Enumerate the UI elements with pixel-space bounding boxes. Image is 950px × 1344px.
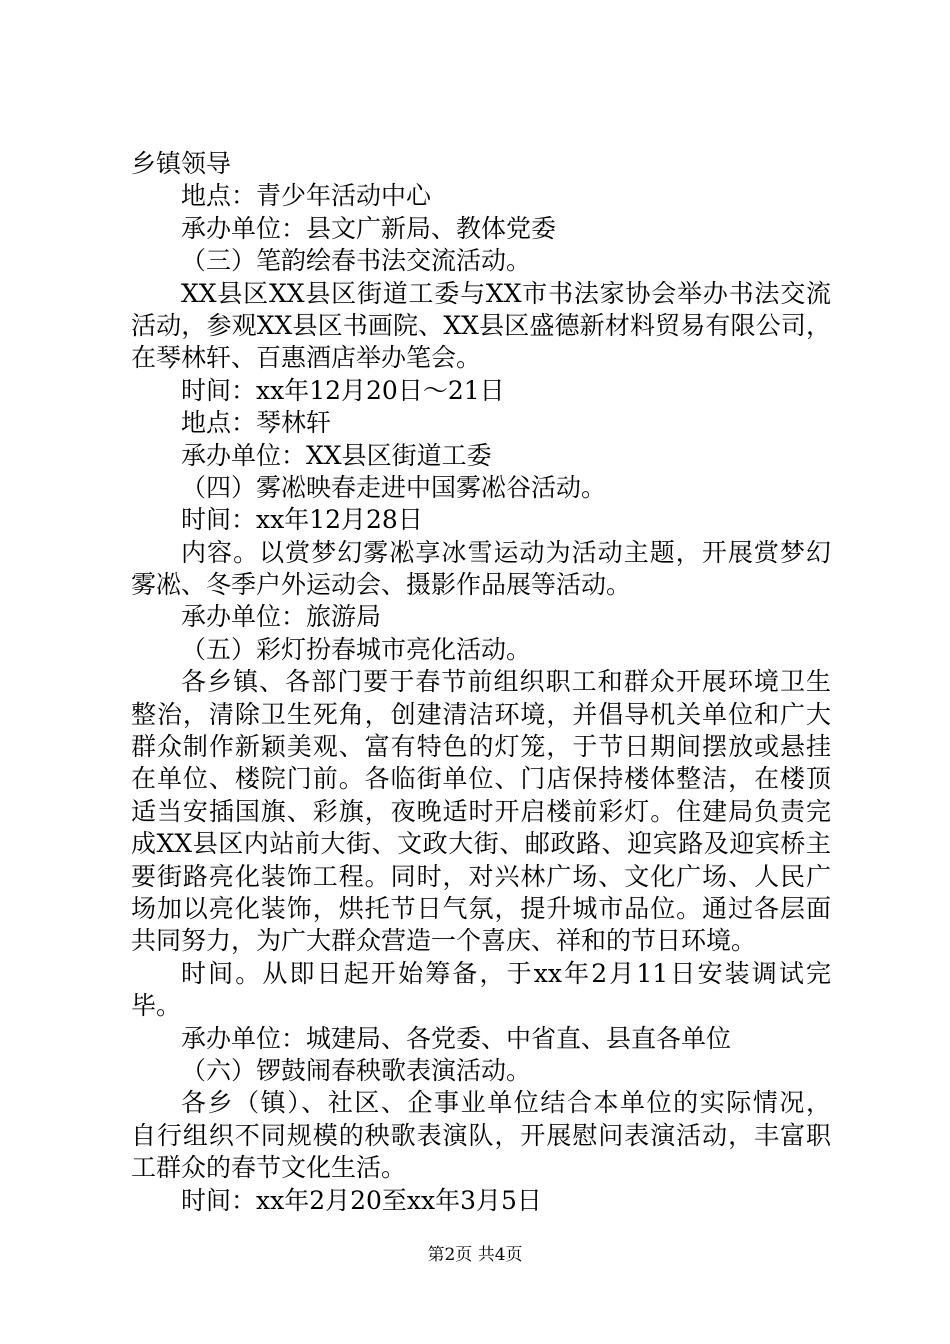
text-line: 自行组织不同规模的秧歌表演队，开展慰问表演活动，丰富职 bbox=[131, 1120, 831, 1150]
text-line: 雾凇、冬季户外运动会、摄影作品展等活动。 bbox=[131, 570, 632, 600]
text-line: 成XX县区内站前大街、文政大街、邮政路、迎宾路及迎宾桥主 bbox=[131, 829, 831, 859]
text-line: 乡镇领导 bbox=[131, 149, 232, 178]
text-line: （三）笔韵绘春书法交流活动。 bbox=[181, 246, 532, 276]
text-line: 各乡（镇）、社区、企事业单位结合本单位的实际情况， bbox=[181, 1088, 831, 1118]
text-line: 地点：青少年活动中心 bbox=[181, 181, 432, 211]
text-line: 整治，清除卫生死角，创建清洁环境，并倡导机关单位和广大 bbox=[131, 699, 831, 729]
text-line: 共同努力，为广大群众营造一个喜庆、祥和的节日环境。 bbox=[131, 926, 757, 956]
text-line: XX县区XX县区街道工委与XX市书法家协会举办书法交流 bbox=[181, 278, 831, 308]
text-line: 各乡镇、各部门要于春节前组织职工和群众开展环境卫生 bbox=[181, 667, 831, 697]
text-line: 群众制作新颖美观、富有特色的灯笼，于节日期间摆放或悬挂 bbox=[131, 732, 831, 762]
text-line: 在琴林轩、百惠酒店举办笔会。 bbox=[131, 343, 482, 373]
text-line: 时间。从即日起开始筹备，于xx年2月11日安装调试完 bbox=[181, 958, 831, 988]
text-line: 地点：琴林轩 bbox=[181, 408, 332, 438]
text-line: （四）雾凇映春走进中国雾凇谷活动。 bbox=[181, 472, 607, 502]
text-line: 承办单位：县文广新局、教体党委 bbox=[181, 213, 557, 243]
document-body bbox=[131, 148, 831, 1217]
text-line: 时间：xx年2月20至xx年3月5日 bbox=[181, 1185, 542, 1215]
text-line: 在单位、楼院门前。各临街单位、门店保持楼体整洁，在楼顶 bbox=[131, 764, 831, 794]
text-line: 时间：xx年12月28日 bbox=[181, 505, 423, 535]
text-line: 场加以亮化装饰，烘托节日气氛，提升城市品位。通过各层面 bbox=[131, 893, 831, 923]
text-line: 承办单位：旅游局 bbox=[181, 602, 382, 632]
text-line: 承办单位：城建局、各党委、中省直、县直各单位 bbox=[181, 1023, 732, 1053]
text-line: 内容。以赏梦幻雾凇享冰雪运动为活动主题，开展赏梦幻 bbox=[181, 537, 831, 567]
page-number-label: 第2页 共4页 bbox=[427, 1245, 523, 1265]
text-line: 活动，参观XX县区书画院、XX县区盛德新材料贸易有限公司， bbox=[131, 310, 831, 340]
text-line: 毕。 bbox=[131, 991, 182, 1021]
text-line: 工群众的春节文化生活。 bbox=[131, 1153, 407, 1183]
text-line: （五）彩灯扮春城市亮化活动。 bbox=[181, 634, 532, 664]
text-line: 时间：xx年12月20日～21日 bbox=[181, 375, 505, 405]
text-line: 要街路亮化装饰工程。同时，对兴林广场、文化广场、人民广 bbox=[131, 861, 831, 891]
text-line: 承办单位：XX县区街道工委 bbox=[181, 440, 492, 470]
text-line: （六）锣鼓闹春秧歌表演活动。 bbox=[181, 1055, 532, 1085]
page-footer bbox=[0, 1244, 950, 1266]
text-line: 适当安插国旗、彩旗，夜晚适时开启楼前彩灯。住建局负责完 bbox=[131, 796, 831, 826]
